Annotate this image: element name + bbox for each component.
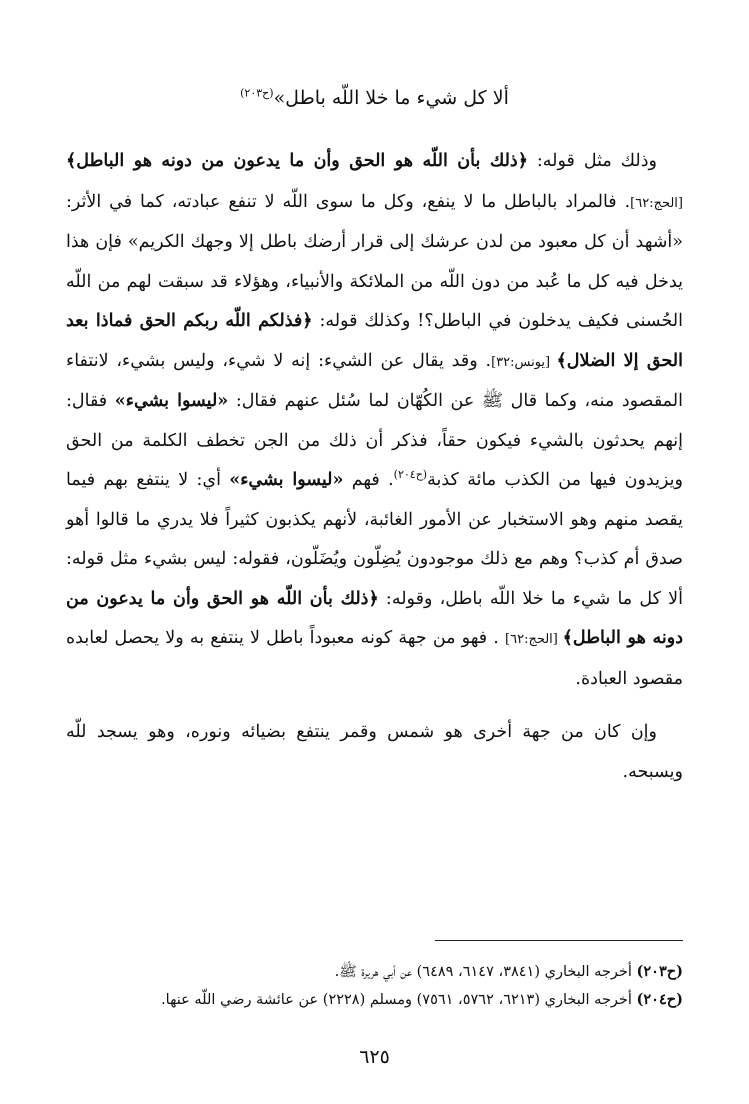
hadith-quote: «ليسوا بشيء»	[114, 391, 229, 411]
footnote-mark: (ح٢٠٤)	[636, 991, 683, 1008]
verse-reference: [الحج:٦٢]	[630, 195, 683, 211]
footnote	[66, 986, 683, 1014]
header-footnote-ref[interactable]: (ح٢٠٣)	[240, 86, 274, 100]
text-run: . فهم	[343, 470, 394, 490]
verse-reference: [الحج:٦٢]	[505, 632, 563, 647]
footnote-text: أخرجه البخاري (٣٨٤١، ٦١٤٧، ٦٤٨٩) عن أبي هريرة ﷺ.	[334, 964, 637, 980]
footnote-text: أخرجه البخاري (٦٢١٣، ٥٧٦٢، ٧٥٦١) ومسلم (٢٢٢٨) عن عائشة رضي اللّه عنها.	[161, 992, 637, 1008]
text-run: . وقد يقال عن الشيء: إنه لا شيء، وليس بشيء، لانتفاء المقصود منه، وكما قال ﷺ عن الكُهّان لما سُئل عنهم فقال:	[66, 350, 683, 411]
header-text: ألا كل شيء ما خلا اللّه باطل»	[273, 87, 509, 109]
paragraph-2: وإن كان من جهة أخرى هو شمس وقمر ينتفع بضيائه ونوره، وهو يسجد للّه ويسبحه.	[66, 722, 683, 782]
text-run: وذلك مثل قوله:	[527, 151, 657, 171]
page-number: ٦٢٥	[359, 1046, 390, 1068]
footnote-divider	[435, 940, 683, 941]
paragraph-1	[66, 142, 683, 699]
main-text	[66, 142, 683, 792]
quran-quote: ﴿فذلكم اللّه ربكم الحق فماذا بعد الحق إلا الضلال﴾	[66, 311, 683, 371]
footnote	[66, 958, 683, 986]
footnote-ref[interactable]: (ح٢٠٤)	[393, 468, 428, 482]
verse-reference: [يونس:٣٢]	[491, 354, 557, 370]
hadith-quote: «ليسوا بشيء»	[229, 470, 344, 490]
page-header	[60, 84, 689, 112]
text-run: . فهو من جهة كونه معبوداً باطل لا ينتفع به ولا يحصل لعابده مقصود العبادة.	[66, 628, 683, 689]
footnote-mark: (ح٢٠٣)	[636, 963, 683, 980]
footnotes	[66, 958, 683, 1014]
quran-quote: ﴿ذلك بأن اللّه هو الحق وأن ما يدعون من دونه هو الباطل﴾	[66, 151, 528, 171]
text-run: أي: لا ينتفع بهم فيما يقصد منهم وهو الاستخبار عن الأمور الغائبة، لأنهم يكذبون كثيراً فلا يدري ما قالوا أهو صدق أم كذب؟ وهم مع ذلك موجودون يُضِلّون ويُضَلّون، فقوله: ليس بشيء مثل قوله: ألا كل ما شيء ما خلا اللّه باطل، وقوله:	[66, 470, 684, 609]
text-run: . فالمراد بالباطل ما لا ينفع، وكل ما سوى اللّه لا تنفع عبادته، كما في الأثر: «أشهد أن كل معبود من لدن عرشك إلى قرار أرضك باطل إلا وجهك الكريم» فإن هذا يدخل فيه كل ما عُبد من دون اللّه من الملائكة والأنبياء، وهؤلاء قد سبقت لهم من اللّه الحُسنى فكيف يدخلون في الباطل؟! وكذلك قوله:	[66, 191, 683, 331]
quran-quote: ﴿ذلك بأن اللّه هو الحق وأن ما يدعون من دونه هو الباطل﴾	[66, 588, 683, 648]
text-run: فقال: إنهم يحدثون بالشيء فيكون حقاً، فذكر أن ذلك من الجن تخطف الكلمة من الحق ويزيدون فيها من الكذب مائة كذبة	[66, 391, 683, 490]
